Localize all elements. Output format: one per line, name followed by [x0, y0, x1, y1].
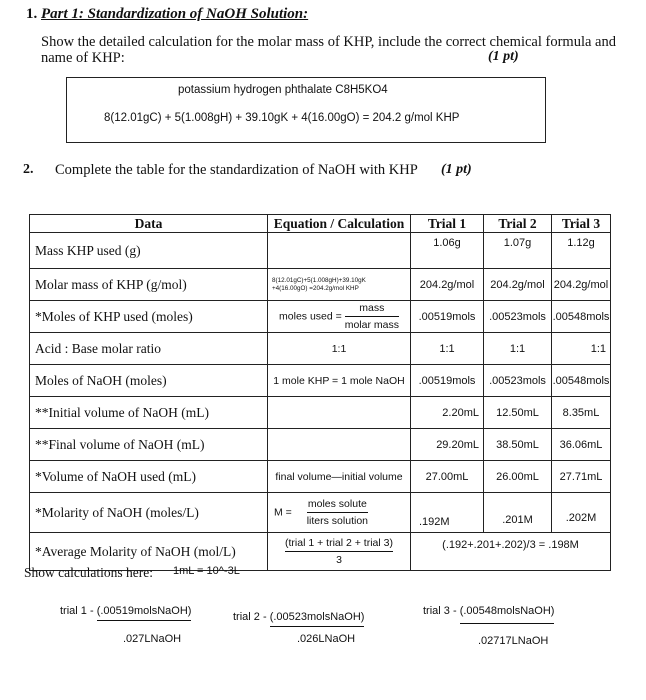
table-header-row	[30, 215, 611, 233]
trial-3-value: .00548mols	[552, 301, 611, 333]
row-label: *Molarity of NaOH (moles/L)	[30, 493, 268, 533]
equation-prefix: moles used =	[279, 310, 342, 323]
table-row-mass-khp	[30, 233, 611, 269]
row-label: *Moles of KHP used (moles)	[30, 301, 268, 333]
equation-cell	[268, 493, 411, 533]
equation-cell	[268, 533, 411, 571]
trial-numerator: (.00519molsNaOH)	[97, 605, 192, 621]
show-calculations-label: Show calculations here:	[24, 565, 153, 580]
trial-1-value: 29.20mL	[411, 429, 484, 461]
equation-fraction	[345, 302, 399, 331]
trial-3-calculation	[423, 605, 554, 624]
trial-3-value: 1:1	[552, 333, 611, 365]
trial-1-value: 1.06g	[411, 233, 484, 269]
trial-2-value: 1.07g	[484, 233, 552, 269]
equation-prefix: M =	[274, 506, 292, 519]
table-row-volume-used	[30, 461, 611, 493]
fraction-denominator: 3	[336, 554, 342, 566]
row-label: Moles of NaOH (moles)	[30, 365, 268, 397]
trial-1-value: .00519mols	[411, 365, 484, 397]
table-row-molar-mass	[30, 269, 611, 301]
fraction-denominator: molar mass	[344, 319, 399, 331]
trial-numerator: (.00523molsNaOH)	[270, 611, 365, 627]
trial-1-value: 27.00mL	[411, 461, 484, 493]
trial-3-value: 36.06mL	[552, 429, 611, 461]
fraction-bar	[285, 551, 393, 552]
equation-fraction	[285, 537, 393, 566]
row-label: Acid : Base molar ratio	[30, 333, 268, 365]
part1-number: 1.	[26, 6, 38, 22]
equation-cell	[268, 301, 411, 333]
equation-cell: 1 mole KHP = 1 mole NaOH	[268, 365, 411, 397]
standardization-table	[29, 214, 611, 571]
conversion-note: 1mL = 10^-3L	[173, 565, 240, 577]
trial-3-value: 204.2g/mol	[552, 269, 611, 301]
average-molarity-result: (.192+.201+.202)/3 = .198M	[411, 533, 611, 571]
equation-cell	[268, 269, 411, 301]
equation-cell	[268, 429, 411, 461]
trial-1-calculation	[60, 605, 191, 621]
equation-cell	[268, 233, 411, 269]
row-label: *Average Molarity of NaOH (mol/L)	[30, 533, 268, 571]
part2-points: (1 pt)	[441, 162, 472, 177]
fraction-numerator: moles solute	[307, 498, 367, 510]
part1-points: (1 pt)	[488, 49, 519, 64]
row-label: Mass KHP used (g)	[30, 233, 268, 269]
trial-1-denominator: .027LNaOH	[123, 633, 182, 645]
header-trial-3: Trial 3	[552, 215, 611, 233]
equation-cell: 1:1	[268, 333, 411, 365]
part1-heading	[26, 6, 308, 23]
table-row-final-volume	[30, 429, 611, 461]
trial-2-calculation	[233, 611, 364, 627]
khp-name-formula: potassium hydrogen phthalate C8H5KO4	[178, 84, 388, 96]
trial-3-denominator: .02717LNaOH	[478, 635, 549, 647]
fraction-denominator: liters solution	[306, 515, 368, 527]
trial-3-value: 1.12g	[552, 233, 611, 269]
equation-cell	[268, 397, 411, 429]
part1-prompt: Show the detailed calculation for the molar mass of KHP, include the correct chemical formula and name of KHP:	[41, 34, 616, 66]
trial-2-value: 204.2g/mol	[484, 269, 552, 301]
trial-2-value: .201M	[484, 493, 552, 533]
trial-3-value: 8.35mL	[552, 397, 611, 429]
table-row-moles-khp	[30, 301, 611, 333]
trial-prefix: trial 2 -	[233, 611, 267, 623]
part2-prompt: Complete the table for the standardization of NaOH with KHP	[55, 162, 418, 178]
row-label: **Initial volume of NaOH (mL)	[30, 397, 268, 429]
trial-1-value: 1:1	[411, 333, 484, 365]
fraction-numerator: (trial 1 + trial 2 + trial 3)	[285, 537, 393, 549]
trial-2-value: 12.50mL	[484, 397, 552, 429]
table-row-molarity	[30, 493, 611, 533]
trial-2-denominator: .026LNaOH	[297, 633, 356, 645]
trial-1-value: 2.20mL	[411, 397, 484, 429]
trial-prefix: trial 3 -	[423, 605, 457, 617]
trial-1-value: .192M	[411, 493, 484, 533]
table-row-molar-ratio	[30, 333, 611, 365]
part1-title: Part 1: Standardization of NaOH Solution:	[41, 6, 309, 22]
equation-cell: final volume—initial volume	[268, 461, 411, 493]
trial-2-value: .00523mols	[484, 365, 552, 397]
trial-numerator: (.00548molsNaOH)	[460, 605, 555, 624]
trial-1-value: .00519mols	[411, 301, 484, 333]
trial-2-value: 26.00mL	[484, 461, 552, 493]
header-trial-2: Trial 2	[484, 215, 552, 233]
header-trial-1: Trial 1	[411, 215, 484, 233]
trial-2-value: 1:1	[484, 333, 552, 365]
trial-prefix: trial 1 -	[60, 605, 94, 617]
trial-2-value: 38.50mL	[484, 429, 552, 461]
equation-line-1: 8(12.01gC)+5(1.008gH)+39.10gK	[272, 276, 366, 284]
khp-molar-mass-calculation: 8(12.01gC) + 5(1.008gH) + 39.10gK + 4(16.00gO) = 204.2 g/mol KHP	[104, 112, 460, 124]
equation-line-2: +4(16.00gO) =204.2g/mol KHP	[272, 284, 359, 292]
trial-2-value: .00523mols	[484, 301, 552, 333]
row-label: **Final volume of NaOH (mL)	[30, 429, 268, 461]
header-equation: Equation / Calculation	[268, 215, 411, 233]
table-row-initial-volume	[30, 397, 611, 429]
trial-1-value: 204.2g/mol	[411, 269, 484, 301]
fraction-bar	[345, 316, 399, 317]
header-data: Data	[30, 215, 268, 233]
row-label: Molar mass of KHP (g/mol)	[30, 269, 268, 301]
trial-3-value: .00548mols	[552, 365, 611, 397]
row-label: *Volume of NaOH used (mL)	[30, 461, 268, 493]
fraction-bar	[307, 512, 368, 513]
equation-fraction	[307, 498, 368, 527]
trial-3-value: 27.71mL	[552, 461, 611, 493]
table-row-moles-naoh	[30, 365, 611, 397]
trial-3-value: .202M	[552, 493, 611, 533]
part2-number: 2.	[23, 162, 34, 177]
fraction-numerator: mass	[359, 302, 385, 314]
